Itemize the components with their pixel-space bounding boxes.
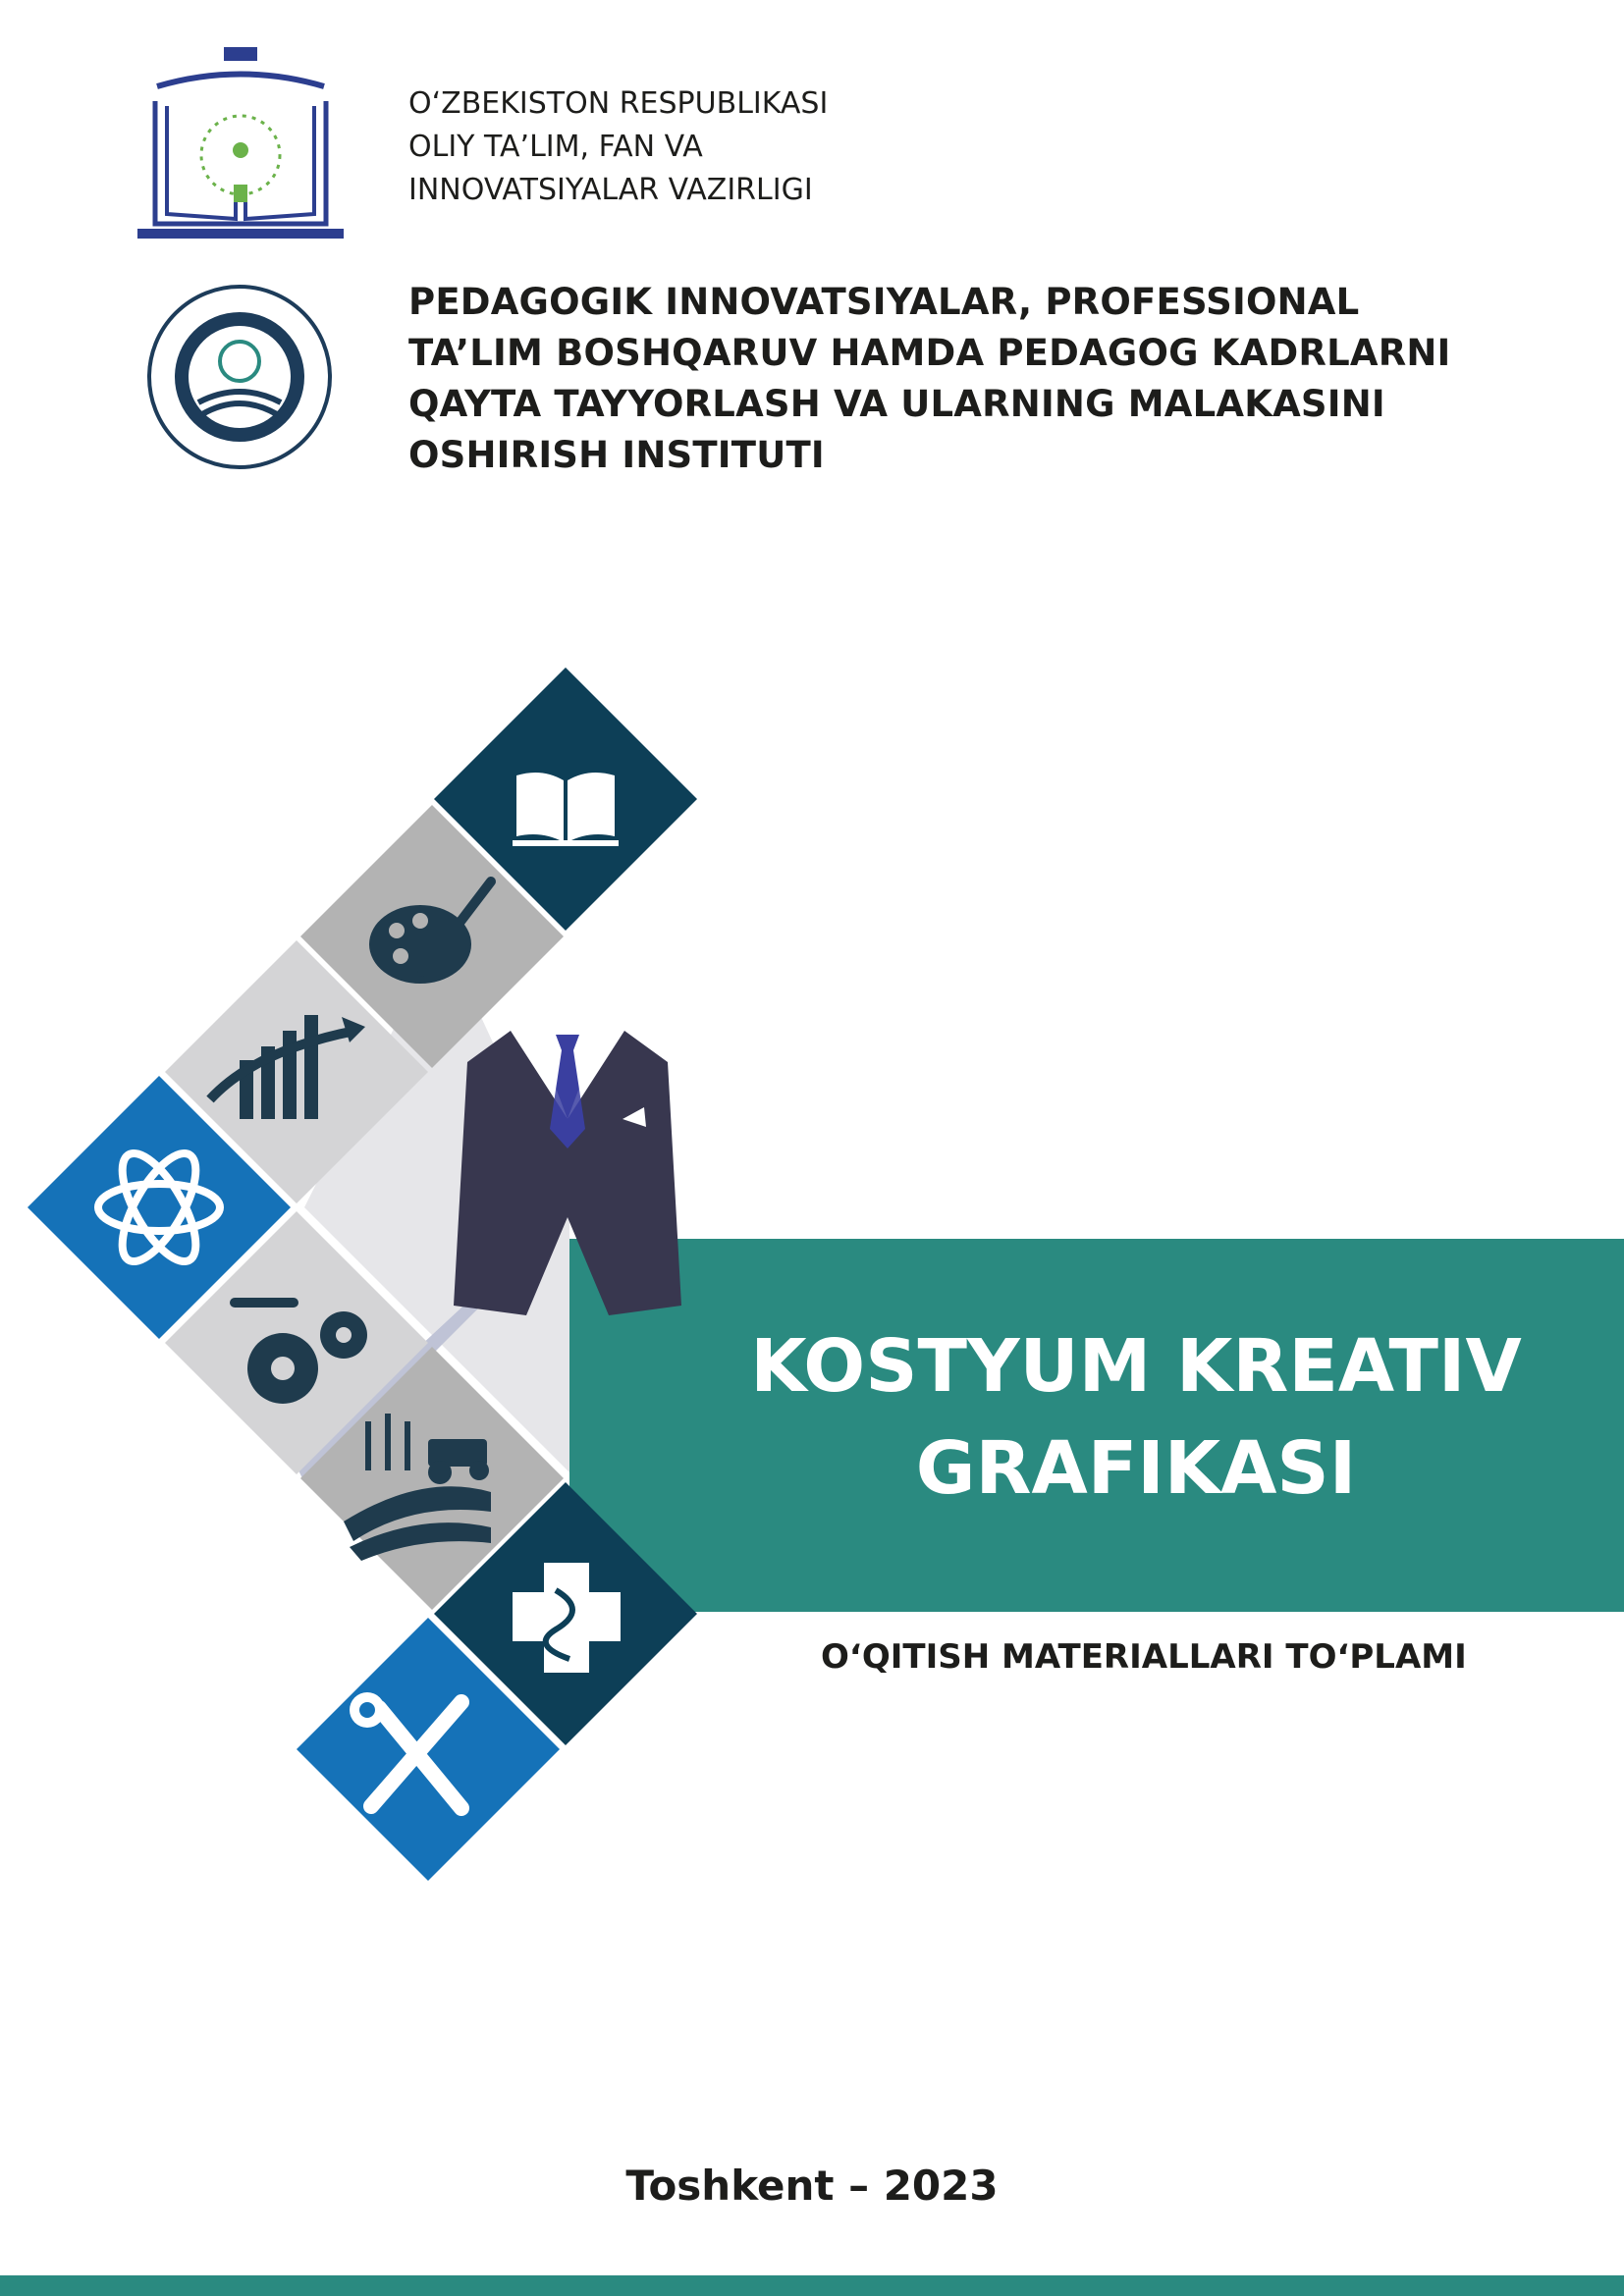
institute-line-4: OSHIRISH INSTITUTI: [408, 434, 825, 476]
ministry-name: [408, 82, 828, 212]
ministry-logo: [137, 47, 344, 247]
diamond-icon-cluster: [0, 648, 884, 1904]
ministry-line-2: OLIY TA’LIM, FAN VA: [408, 130, 703, 164]
institute-line-2: TA’LIM BOSHQARUV HAMDA PEDAGOG KADRLARNI: [408, 332, 1451, 374]
ministry-line-1: O‘ZBEKISTON RESPUBLIKASI: [408, 86, 829, 121]
institute-line-3: QAYTA TAYYORLASH VA ULARNING MALAKASINI: [408, 383, 1385, 425]
bottom-bar: [0, 2275, 1624, 2296]
title-line-2: GRAFIKASI: [915, 1426, 1357, 1511]
title-line-1: KOSTYUM KREATIV: [750, 1324, 1522, 1409]
book-subtitle: O‘QITISH MATERIALLARI TO‘PLAMI: [821, 1637, 1467, 1677]
ministry-line-3: INNOVATSIYALAR VAZIRLIGI: [408, 173, 813, 207]
book-title: [648, 1315, 1624, 1520]
institute-logo: [145, 283, 334, 475]
institute-name: [408, 277, 1451, 481]
institute-line-1: PEDAGOGIK INNOVATSIYALAR, PROFESSIONAL: [408, 281, 1360, 323]
city-year: Toshkent – 2023: [625, 2162, 999, 2210]
